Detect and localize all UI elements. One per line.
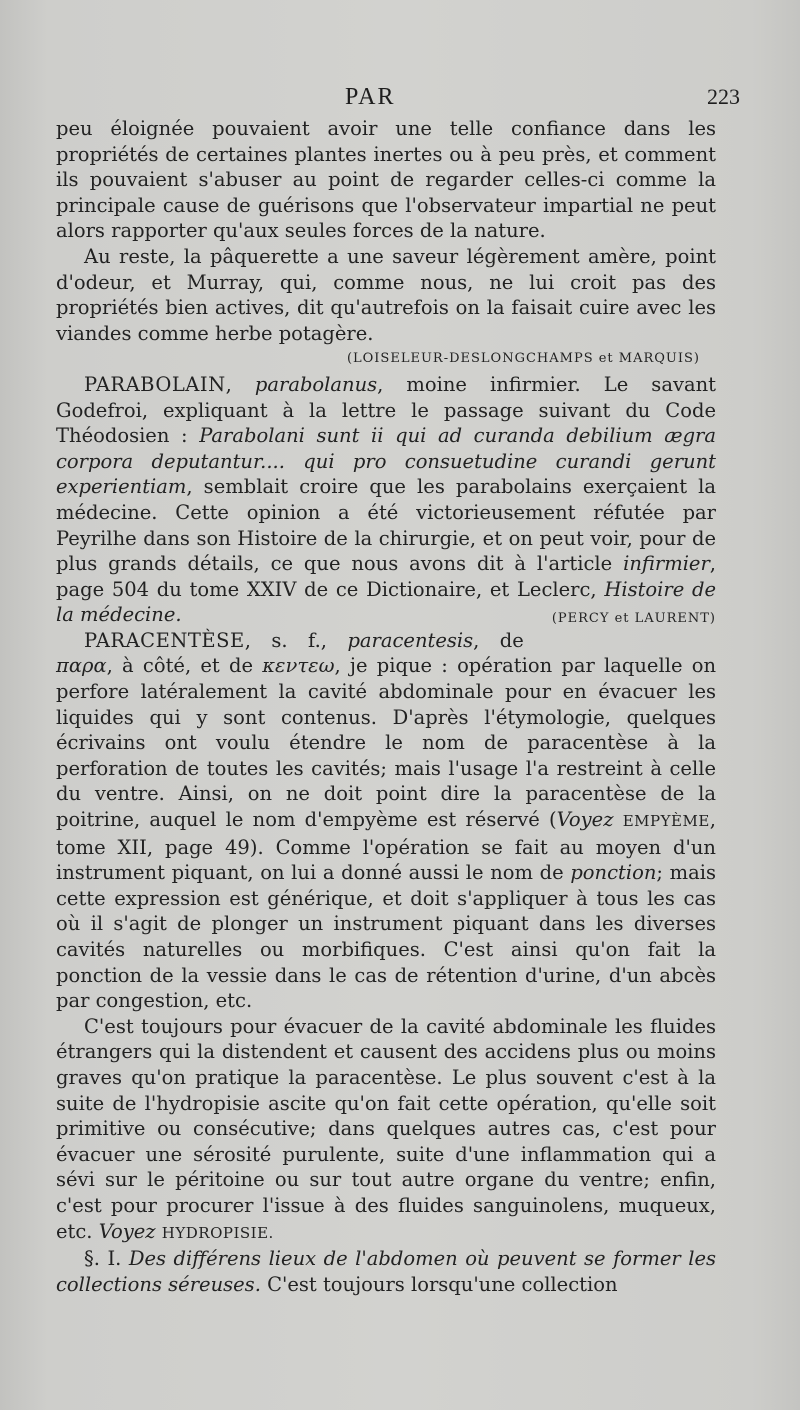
page-number: 223 [707,84,740,109]
section-number: §. I. [84,1247,122,1271]
author-credit-parabolain: (PERCY et LAURENT) [551,611,716,627]
voyez-label: Voyez [556,808,614,832]
entry-text: , à côté, et de [106,654,263,678]
paragraph-paquerette: Au reste, la pâquerette a une saveur légèrement amère, point d'odeur, et Murray, qui, comme nous, ne lui croit pas des propriétés bien actives, dit qu'autrefois on la faisait cuire avec les viandes comme herbe potagère. [56,244,716,345]
entry-headword: PARACENTÈSE [84,628,245,652]
author-credit-paquerette: (LOISELEUR-DESLONGCHAMPS et MARQUIS) [346,351,700,367]
entry-text: , page 504 du tome XXIV de ce Dictionaire, et Leclerc, [56,552,716,601]
entry-text: , semblait croire que les parabolains exerçaient la médecine. Cette opinion a été victorieusement réfutée par Peyrilhe dans son Histoire de la chirurgie, et on peut voir, pour de plus grands détails, ce que nous avons dit à l'article [56,475,716,576]
latin-quote: Parabolani sunt ii qui ad curanda debilium ægra corpora deputantur.... qui pro consuetudine curandi gerunt experientiam [56,424,716,499]
entry-parabolain: PARABOLAIN, parabolanus, moine infirmier. Le savant Godefroi, expliquant à la lettre le passage suivant du Code Théodosien : Parabolani sunt ii qui ad curanda debilium ægra corpora deputantur.... qui pro consuetudine curandi gerunt experientiam, semblait croire que les parabolains exerçaient la médecine. Cette opinion a été victorieusement réfutée par Peyrilhe dans son Histoire de la chirurgie, et on peut voir, pour de plus grands détails, ce que nous avons dit à l'article infirmier, page 504 du tome XXIV de ce Dictionaire, et Leclerc, Histoire de la médecine. (PERCY et LAURENT) [56,372,716,628]
section-one [56,1246,716,1297]
latin-term: parabolanus [254,372,378,396]
entry-headword: PARABOLAIN [84,372,226,396]
section-title: Des différens lieux de l'abdomen où peuvent se former les collections séreuses. [56,1247,716,1296]
entry-text: ; mais cette expression est générique, et doit s'appliquer à tous les cas où il s'agit de plonger un instrument piquant dans les diverses cavités naturelles ou morbifiques. C'est ainsi qu'on fait la ponction de la vessie dans le cas de rétention d'urine, d'un abcès par congestion, etc. [56,861,716,1013]
greek-word: παρα [56,654,107,678]
latin-term: paracentesis [347,628,474,652]
voyez-label: Voyez [98,1219,156,1243]
book-reference: Histoire de la médecine. [56,577,716,627]
grammar-note: , s. f., [244,628,348,652]
entry-text: , moine infirmier. Le savant Godefroi, expliquant à la lettre le passage suivant du Code Théodosien : [56,372,716,448]
page-body [56,116,716,1297]
greek-word: κεντεω [262,654,335,678]
cross-reference: HYDROPISIE. [161,1223,274,1242]
running-head-title: PAR [345,84,396,110]
ponction-term: ponction [570,861,657,885]
entry-text: , de [473,628,524,652]
entry-text: , tome XII, page 49). Comme l'opération se fait au moyen d'un instrument piquant, on lui a donné aussi le nom de [56,808,716,885]
running-head [0,84,800,112]
paragraph-evacuation [56,1014,716,1246]
cross-reference: EMPYÈME [622,812,710,831]
entry-paracentese [56,628,716,1014]
cross-reference: infirmier [623,552,710,576]
paragraph-text: C'est toujours pour évacuer de la cavité abdominale les fluides étrangers qui la distendent et causent des accidens plus ou moins graves qu'on pratique la paracentèse. Le plus souvent c'est à la suite de l'hydropisie ascite qu'on fait cette opération, qu'elle soit primitive ou consécutive; dans quelques autres cas, c'est pour évacuer une sérosité purulente, suite d'une inflammation qui a sévi sur le péritoine ou sur tout autre organe du ventre; enfin, c'est pour procurer l'issue à des fluides sanguinolens, muqueux, etc. [56,1014,716,1243]
paragraph-continuation: peu éloignée pouvaient avoir une telle confiance dans les propriétés de certaines plantes inertes ou à peu près, et comment ils pouvaient s'abuser au point de regarder celles-ci comme la principale cause de guérisons que l'observateur impartial ne peut alors rapporter qu'aux seules forces de la nature. [56,117,716,243]
paragraph-text: C'est toujours lorsqu'une collection [260,1272,618,1296]
entry-text: , je pique : opération par laquelle on perfore latéralement la cavité abdominale pour en évacuer les liquides qui y sont contenus. D'après l'étymologie, quelques écrivains ont voulu étendre le nom de paracentèse à la perforation de toutes les cavités; mais l'usage l'a restreint à celle du ventre. Ainsi, on ne doit point dire la paracentèse de la poitrine, auquel le nom d'empyème est réservé ( [56,654,717,832]
